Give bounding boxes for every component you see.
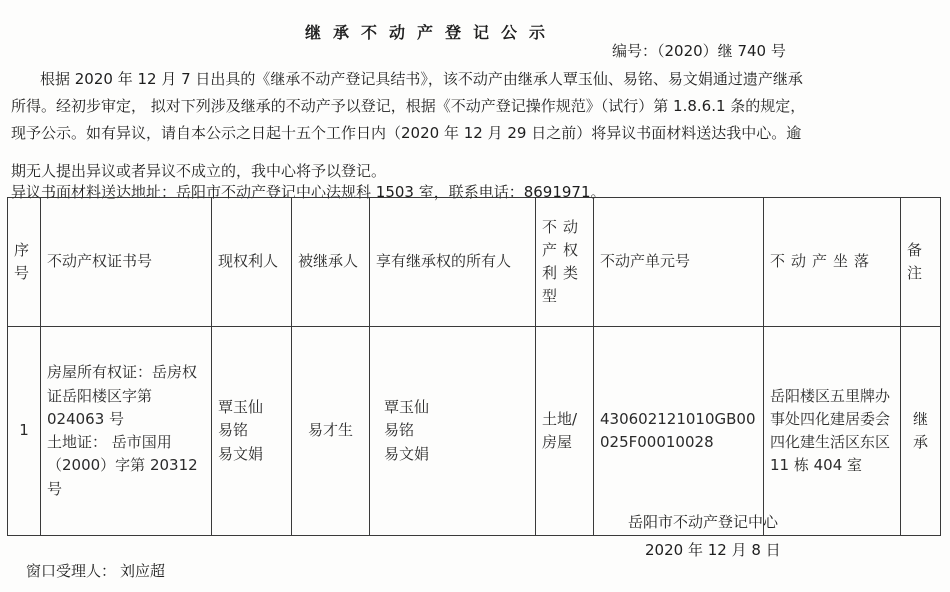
heir-name: 易文娟 [384,444,430,463]
paragraph-line-2: 所得。经初步审定， 拟对下列涉及继承的不动产予以登记，根据《不动产登记操作规范》（试行）第 1.8.6.1 条的规定， [11,97,806,115]
header-note: 备注 [901,198,941,327]
cell-right-type: 土地/房屋 [536,327,594,536]
clerk-name: 刘应超 [120,562,166,580]
notice-title: 继承不动产登记公示 [305,23,558,42]
issue-date: 2020 年 12 月 8 日 [645,541,781,559]
cell-deceased: 易才生 [292,327,370,536]
clerk-line [26,560,165,581]
clerk-label: 窗口受理人： [26,562,117,580]
header-unit-no: 不动产单元号 [594,198,764,327]
heir-name: 覃玉仙 [384,398,430,417]
cell-location: 岳阳楼区五里牌办事处四化建居委会四化建生活区东区 11 栋 404 室 [764,327,901,536]
table-header-row [8,198,941,327]
header-location: 不动产坐落 [764,198,901,327]
header-right-type: 不动产权利类型 [536,198,594,327]
paragraph-line-4: 期无人提出异议或者异议不成立的，我中心将予以登记。 [11,162,387,180]
cell-note: 继承 [901,327,941,536]
owner-name: 易铭 [218,421,249,440]
issuing-agency: 岳阳市不动产登记中心 [628,513,779,531]
cell-seq: 1 [8,327,41,536]
cell-owner [212,327,292,536]
table-row [8,327,941,536]
header-deceased: 被继承人 [292,198,370,327]
header-owner: 现权利人 [212,198,292,327]
document-number: 编号：（2020）继 740 号 [612,42,786,60]
header-heirs: 享有继承权的所有人 [370,198,536,327]
owner-name: 覃玉仙 [218,398,264,417]
cell-unit-no: 430602121010GB00025F00010028 [594,327,764,536]
owner-name: 易文娟 [218,444,264,463]
cell-cert [41,327,212,536]
heir-name: 易铭 [384,421,415,440]
paragraph-line-3: 现予公示。如有异议，请自本公示之日起十五个工作日内（2020 年 12 月 29 日之前）将异议书面材料送达我中心。逾 [11,124,802,142]
header-seq: 序号 [8,198,41,327]
paragraph-line-1: 根据 2020 年 12 月 7 日出具的《继承不动产登记具结书》，该不动产由继承人覃玉仙、易铭、易文娟通过遗产继承 [40,70,803,88]
header-cert: 不动产权证书号 [41,198,212,327]
objection-address: 异议书面材料送达地址：岳阳市不动产登记中心法规科 1503 室，联系电话：8691971。 [11,183,606,201]
property-table [7,197,941,536]
cert-house: 房屋所有权证：岳房权证岳阳楼区字第 024063 号 [47,363,198,428]
cert-land: 土地证： 岳市国用（2000）字第 20312 号 [47,433,198,498]
cell-heirs [370,327,536,536]
